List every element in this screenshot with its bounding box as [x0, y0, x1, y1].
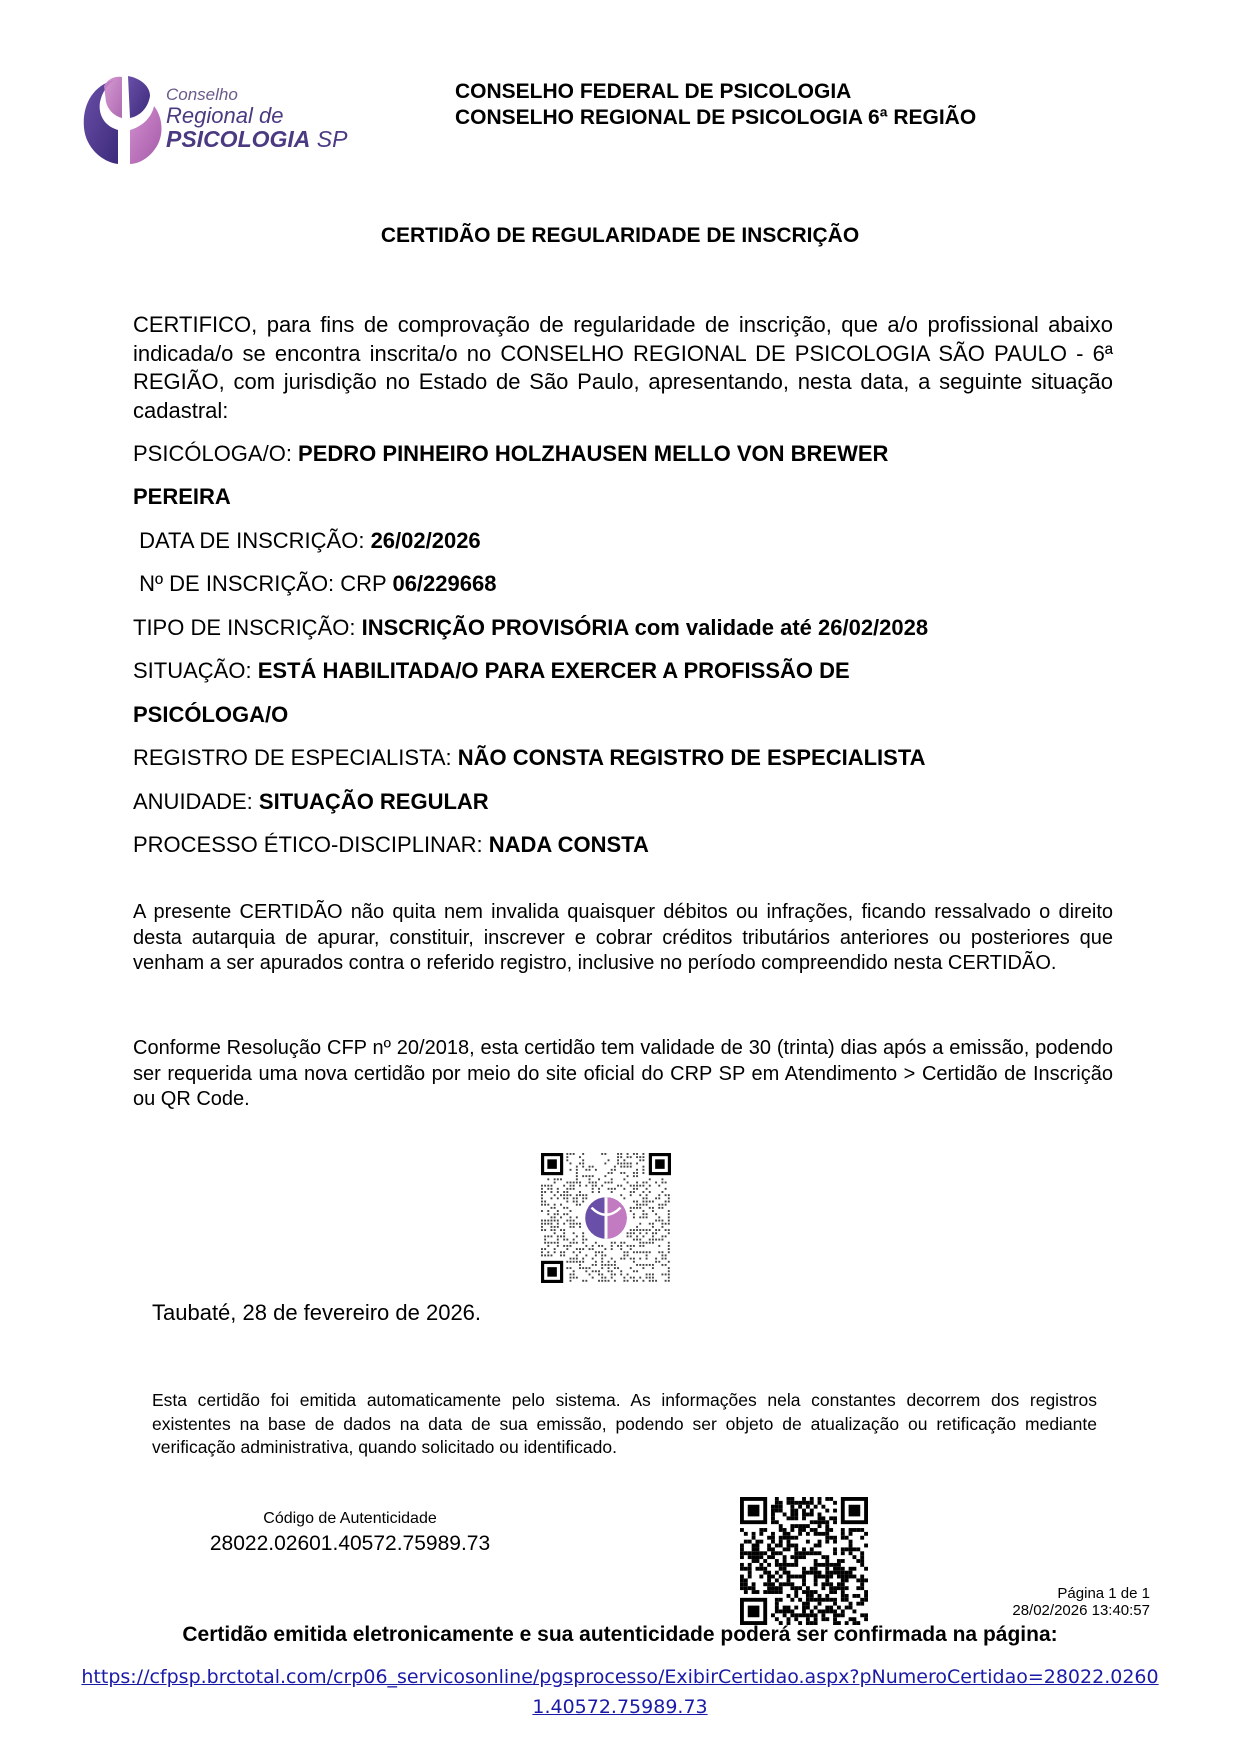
logo-psicologia: PSICOLOGIA [166, 126, 311, 152]
document-title: CERTIDÃO DE REGULARIDADE DE INSCRIÇÃO [380, 224, 860, 247]
logo-line-3 [166, 128, 347, 151]
authenticity-block [180, 1510, 520, 1556]
field-psicologo [133, 440, 888, 468]
field-anuidade [133, 788, 489, 816]
qr-finder-center [748, 1606, 760, 1618]
qr-finder-center [547, 1267, 557, 1277]
field-label: TIPO DE INSCRIÇÃO: [133, 615, 362, 640]
authenticity-label: Código de Autenticidade [263, 1510, 437, 1527]
field-label: PROCESSO ÉTICO-DISCIPLINAR: [133, 832, 489, 857]
field-label: SITUAÇÃO: [133, 658, 258, 683]
field-value: PEDRO PINHEIRO HOLZHAUSEN MELLO VON BREWER [298, 441, 889, 466]
org-regional: CONSELHO REGIONAL DE PSICOLOGIA 6ª REGIÃO [455, 106, 977, 129]
org-header [455, 79, 976, 131]
field-label: PSICÓLOGA/O: [133, 441, 299, 466]
verify-url-link[interactable] [81, 1666, 1158, 1718]
field-value: PSICÓLOGA/O [133, 702, 289, 727]
field-value: NÃO CONSTA REGISTRO DE ESPECIALISTA [457, 745, 926, 770]
field-data-inscricao [133, 527, 481, 555]
psi-emblem-icon [78, 72, 168, 167]
qr-code-with-logo [541, 1153, 671, 1283]
qr-code-verification [740, 1497, 868, 1625]
verify-text: Certidão emitida eletronicamente e sua autenticidade poderá ser confirmada na página: [182, 1623, 1058, 1646]
qr-finder-center [849, 1505, 861, 1517]
field-psicologo-cont [133, 483, 231, 511]
org-federal: CONSELHO FEDERAL DE PSICOLOGIA [455, 80, 852, 103]
city-date: Taubaté, 28 de fevereiro de 2026. [152, 1300, 482, 1325]
field-label: REGISTRO DE ESPECIALISTA: [133, 745, 458, 770]
authenticity-code: 28022.02601.40572.75989.73 [209, 1532, 491, 1555]
qr-finder-center [547, 1159, 557, 1169]
field-registro-especialista [133, 744, 926, 772]
field-label: Nº DE INSCRIÇÃO: CRP [133, 571, 393, 596]
logo-line-2: Regional de [166, 103, 284, 128]
verify-url-line-1[interactable]: https://cfpsp.brctotal.com/crp06_servicosonline/pgsprocesso/ExibirCertidao.aspx?pNumeroCertidao=28022.0260 [81, 1666, 1159, 1688]
field-processo-etico [133, 831, 649, 859]
field-label: DATA DE INSCRIÇÃO: [133, 528, 371, 553]
print-timestamp: 28/02/2026 13:40:57 [1012, 1602, 1150, 1619]
page-info [1012, 1585, 1150, 1619]
intro-paragraph: CERTIFICO, para fins de comprovação de regularidade de inscrição, que a/o profissional abaixo indicada/o se encontra inscrita/o no CONSELHO REGIONAL DE PSICOLOGIA SÃO PAULO - 6ª REGIÃO, com jurisdição no Estado de São Paulo, apresentando, nesta data, a seguinte situação cadastral: [133, 312, 1113, 423]
logo-line-1: Conselho [166, 85, 238, 104]
logo-wordmark [166, 86, 347, 151]
verify-url-block [60, 1662, 1180, 1722]
page-number: Página 1 de 1 [1057, 1585, 1150, 1602]
field-numero-inscricao [133, 570, 496, 598]
field-situacao-cont [133, 701, 288, 729]
field-value: ESTÁ HABILITADA/O PARA EXERCER A PROFISSÃO DE [257, 658, 850, 683]
field-label: ANUIDADE: [133, 789, 259, 814]
field-value: 06/229668 [392, 571, 497, 596]
validity-paragraph: Conforme Resolução CFP nº 20/2018, esta certidão tem validade de 30 (trinta) dias após a emissão, podendo ser requerida uma nova certidão por meio do site oficial do CRP SP em Atendimento > Certidão de Inscrição ou QR Code. [133, 1037, 1113, 1110]
field-situacao [133, 657, 850, 685]
qr-finder-center [748, 1505, 760, 1517]
system-note: Esta certidão foi emitida automaticamente pelo sistema. As informações nela constantes decorrem dos registros existentes na base de dados na data de sua emissão, podendo ser objeto de atualização ou retificação mediante verificação administrativa, quando solicitado ou identificado. [152, 1390, 1097, 1457]
verify-url-line-2[interactable]: 1.40572.75989.73 [532, 1696, 708, 1718]
field-tipo-inscricao [133, 614, 928, 642]
field-value: SITUAÇÃO REGULAR [258, 789, 489, 814]
disclaimer-paragraph: A presente CERTIDÃO não quita nem invalida quaisquer débitos ou infrações, ficando ressalvado o direito desta autarquia de apurar, constituir, inscrever e cobrar créditos tributários anteriores ou posteriores que venham a ser apurados contra o referido registro, inclusive no período compreendido nesta CERTIDÃO. [133, 901, 1113, 974]
field-value: NADA CONSTA [488, 832, 649, 857]
field-value: INSCRIÇÃO PROVISÓRIA com validade até 26/02/2028 [361, 615, 929, 640]
field-value: 26/02/2026 [370, 528, 481, 553]
qr-finder-center [655, 1159, 665, 1169]
field-value: PEREIRA [133, 484, 231, 509]
logo-sp: SP [310, 126, 348, 152]
